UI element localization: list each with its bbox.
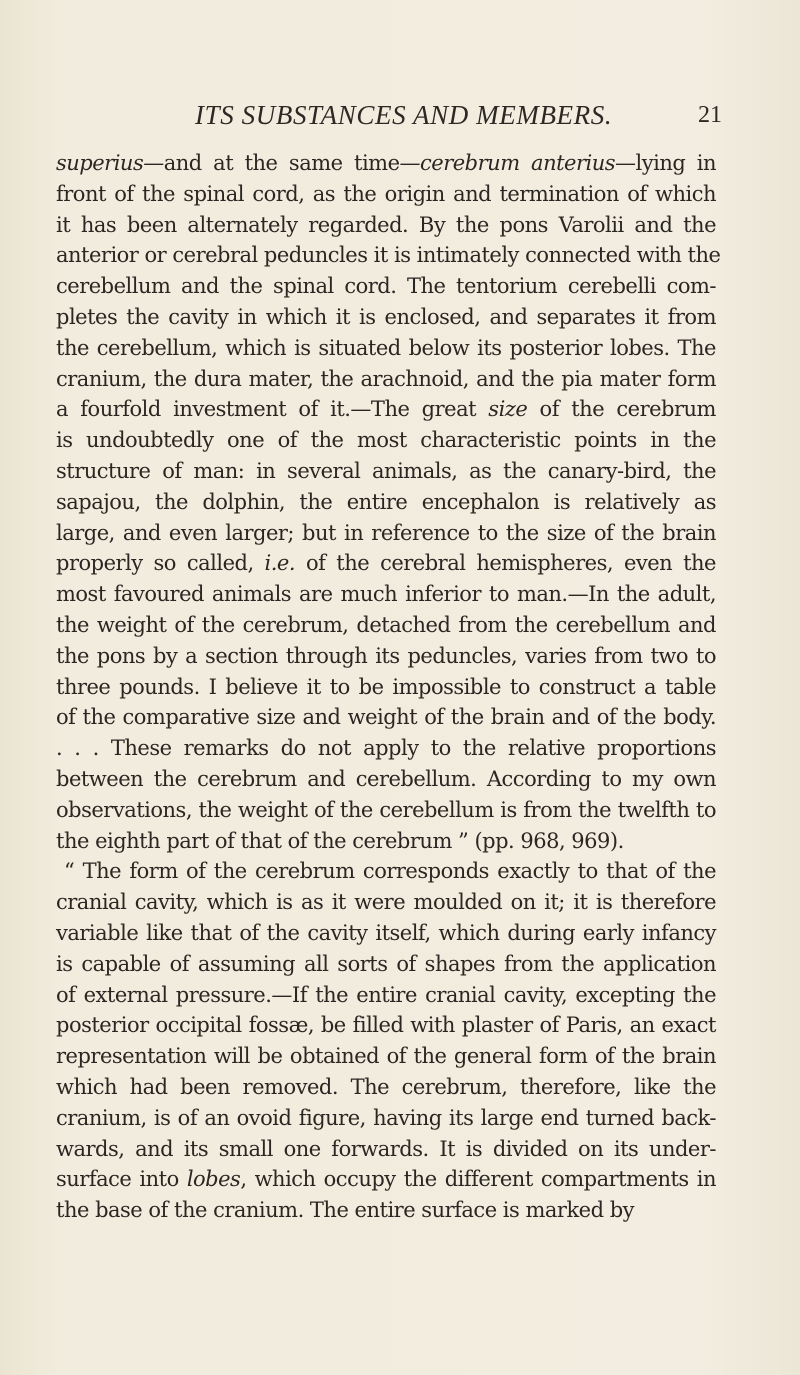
text-segment: “ The form of the cerebrum corresponds exactly to that of the (64, 859, 716, 884)
text-line (56, 856, 716, 887)
text-line (56, 302, 716, 333)
text-segment: cerebellum and the spinal cord. The tentorium cerebelli com- (56, 274, 716, 299)
text-line (56, 733, 716, 764)
text-segment: representation will be obtained of the general form of the brain (56, 1044, 716, 1069)
text-segment: most favoured animals are much inferior to man.—In the adult, (56, 582, 716, 607)
text-segment: of the comparative size and weight of the brain and of the body. (56, 705, 716, 730)
text-line (56, 887, 716, 918)
text-line (56, 610, 716, 641)
text-segment: of the cerebrum (527, 397, 716, 422)
text-segment: a fourfold investment of it.—The great (56, 397, 489, 422)
paragraph (56, 148, 721, 856)
text-segment: of the cerebral hemispheres, even the (295, 551, 716, 576)
text-segment: the weight of the cerebrum, detached from the cerebellum and (56, 612, 716, 637)
text-segment: is undoubtedly one of the most characteristic points in the (56, 428, 716, 453)
text-line (56, 394, 716, 425)
text-line (56, 210, 716, 241)
text-line (56, 1134, 716, 1165)
text-segment: which had been removed. The cerebrum, therefore, like the (56, 1074, 716, 1099)
text-segment: variable like that of the cavity itself, which during early infancy (56, 920, 716, 945)
text-line (56, 518, 716, 549)
text-segment: of external pressure.—If the entire cranial cavity, excepting the (56, 982, 716, 1007)
text-segment: the pons by a section through its peduncles, varies from two to (56, 643, 716, 668)
text-line (56, 949, 716, 980)
text-segment: is capable of assuming all sorts of shapes from the application (56, 951, 716, 976)
page-number: 21 (698, 102, 722, 128)
body-text (56, 148, 721, 1226)
text-segment: pletes the cavity in which it is enclosed, and separates it from (56, 304, 716, 329)
text-line (56, 425, 716, 456)
text-segment: the base of the cranium. The entire surface is marked by (56, 1198, 635, 1223)
text-segment: observations, the weight of the cerebellum is from the twelfth to (56, 797, 716, 822)
text-segment: surface into (56, 1167, 187, 1192)
text-segment: , which occupy the different compartments in (240, 1167, 717, 1192)
text-line (56, 826, 716, 857)
text-segment: . . . These remarks do not apply to the relative proportions (56, 736, 716, 761)
text-segment: large, and even larger; but in reference to the size of the brain (56, 520, 716, 545)
text-segment: cranial cavity, which is as it were moulded on it; it is therefore (56, 890, 716, 915)
text-line (56, 1010, 716, 1041)
running-head-title: ITS SUBSTANCES AND MEMBERS. (195, 100, 613, 130)
text-line (56, 456, 716, 487)
text-line (56, 1164, 716, 1195)
text-line (56, 1195, 716, 1226)
text-line (56, 240, 721, 271)
text-line (56, 179, 716, 210)
text-segment: anterior or cerebral peduncles it is intimately connected with the (56, 243, 721, 268)
text-segment: cranium, is of an ovoid figure, having its large end turned back- (56, 1105, 716, 1130)
text-segment: structure of man: in several animals, as the canary-bird, the (56, 458, 716, 483)
text-segment: front of the spinal cord, as the origin and termination of which (56, 181, 716, 206)
text-segment: posterior occipital fossæ, be filled with plaster of Paris, an exact (56, 1013, 716, 1038)
text-segment: wards, and its small one forwards. It is divided on its under- (56, 1136, 716, 1161)
text-line (56, 764, 716, 795)
italic-term: superius (56, 151, 144, 175)
text-line (56, 918, 716, 949)
text-line (56, 333, 716, 364)
text-line (56, 641, 716, 672)
italic-term: i.e. (264, 551, 296, 576)
text-segment: it has been alternately regarded. By the pons Varolii and the (56, 212, 716, 237)
text-line (56, 271, 716, 302)
text-segment: three pounds. I believe it to be impossible to construct a table (56, 674, 716, 699)
text-line (56, 980, 716, 1011)
paragraph (56, 856, 716, 1226)
italic-term: size (488, 397, 528, 422)
text-line (56, 548, 716, 579)
text-segment: properly so called, (56, 551, 265, 576)
text-segment: cranium, the dura mater, the arachnoid, and the pia mater form (56, 366, 716, 391)
text-segment: between the cerebrum and cerebellum. According to my own (56, 766, 716, 791)
text-line (56, 672, 716, 703)
text-line (56, 702, 716, 733)
italic-term: cerebrum anterius (420, 151, 616, 175)
text-line (56, 579, 716, 610)
running-head (50, 100, 720, 140)
text-line (56, 364, 716, 395)
text-line (56, 795, 716, 826)
text-line (56, 1041, 716, 1072)
text-line (56, 148, 716, 179)
text-segment: —and at the same time— (143, 151, 421, 175)
text-segment: sapajou, the dolphin, the entire encephalon is relatively as (56, 489, 716, 514)
text-line (56, 1072, 716, 1103)
text-segment: the cerebellum, which is situated below its posterior lobes. The (56, 335, 716, 360)
text-segment: the eighth part of that of the cerebrum ” (pp. 968, 969). (56, 828, 624, 853)
italic-term: lobes (186, 1167, 241, 1192)
text-line (56, 487, 716, 518)
text-line (56, 1103, 716, 1134)
text-segment: —lying in (615, 151, 716, 175)
